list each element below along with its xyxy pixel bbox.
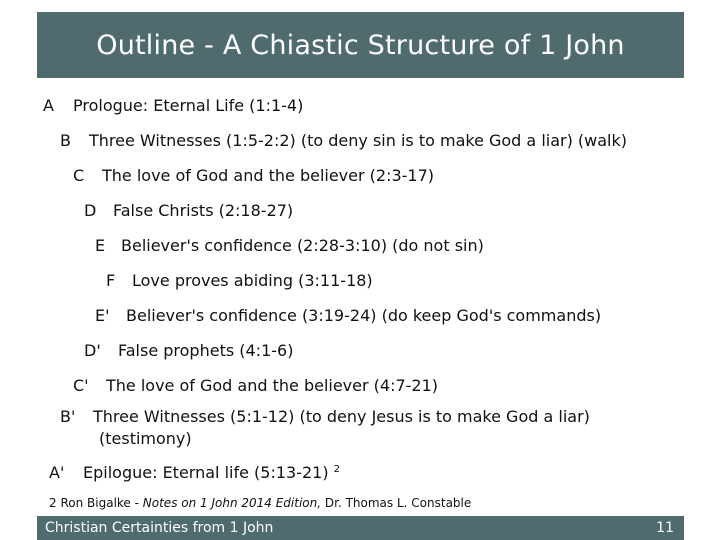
slide-title: Outline - A Chiastic Structure of 1 John bbox=[96, 29, 625, 61]
outline-letter: D bbox=[84, 201, 97, 220]
outline-item-c-prime bbox=[73, 377, 438, 395]
outline-text: Love proves abiding (3:11-18) bbox=[132, 271, 373, 290]
outline-item-e bbox=[95, 237, 484, 255]
outline-letter: B bbox=[60, 131, 71, 150]
outline-text: Believer's confidence (2:28-3:10) (do not sin) bbox=[121, 236, 484, 255]
outline-letter: D' bbox=[84, 341, 101, 360]
footnote bbox=[49, 496, 471, 510]
outline-item-c bbox=[73, 167, 434, 185]
outline-item-b bbox=[60, 132, 627, 150]
outline-letter: C' bbox=[73, 376, 89, 395]
outline-letter: B' bbox=[60, 407, 76, 426]
footnote-ref: 2 bbox=[333, 464, 341, 475]
outline-letter: E bbox=[95, 236, 106, 255]
page-number: 11 bbox=[656, 520, 674, 536]
outline-text: Three Witnesses (5:1-12) (to deny Jesus is to make God a liar) bbox=[93, 407, 590, 426]
footer-label: Christian Certainties from 1 John bbox=[45, 520, 274, 536]
outline-letter: C bbox=[73, 166, 85, 185]
footnote-author: Ron Bigalke - bbox=[60, 496, 139, 510]
footer-bar bbox=[37, 516, 684, 540]
outline-continuation: (testimony) bbox=[99, 429, 192, 448]
outline-letter: A bbox=[43, 96, 54, 115]
outline-text: The love of God and the believer (2:3-17) bbox=[102, 166, 435, 185]
outline-text: Prologue: Eternal Life (1:1-4) bbox=[73, 96, 304, 115]
outline-item-f bbox=[106, 272, 373, 290]
outline-letter: A' bbox=[49, 463, 65, 482]
outline-text: False prophets (4:1-6) bbox=[118, 341, 294, 360]
outline-item-b-prime bbox=[60, 408, 590, 426]
outline-letter: E' bbox=[95, 306, 110, 325]
outline-item-e-prime bbox=[95, 307, 601, 325]
outline-letter: F bbox=[106, 271, 116, 290]
outline-text: The love of God and the believer (4:7-21) bbox=[106, 376, 439, 395]
outline-text: Believer's confidence (3:19-24) (do keep God's commands) bbox=[126, 306, 602, 325]
outline-text: Three Witnesses (1:5-2:2) (to deny sin is to make God a liar) (walk) bbox=[89, 131, 627, 150]
title-bar bbox=[37, 12, 684, 78]
footnote-number: 2 bbox=[49, 496, 57, 510]
footnote-rest: Dr. Thomas L. Constable bbox=[324, 496, 472, 510]
outline-item-d-prime bbox=[84, 342, 293, 360]
outline-text: False Christs (2:18-27) bbox=[113, 201, 294, 220]
outline-item-a-prime bbox=[49, 461, 340, 482]
outline-item-a bbox=[43, 97, 303, 115]
outline-text: Epilogue: Eternal life (5:13-21) bbox=[83, 463, 329, 482]
footnote-work: Notes on 1 John 2014 Edition, bbox=[142, 496, 322, 510]
outline-item-d bbox=[84, 202, 293, 220]
